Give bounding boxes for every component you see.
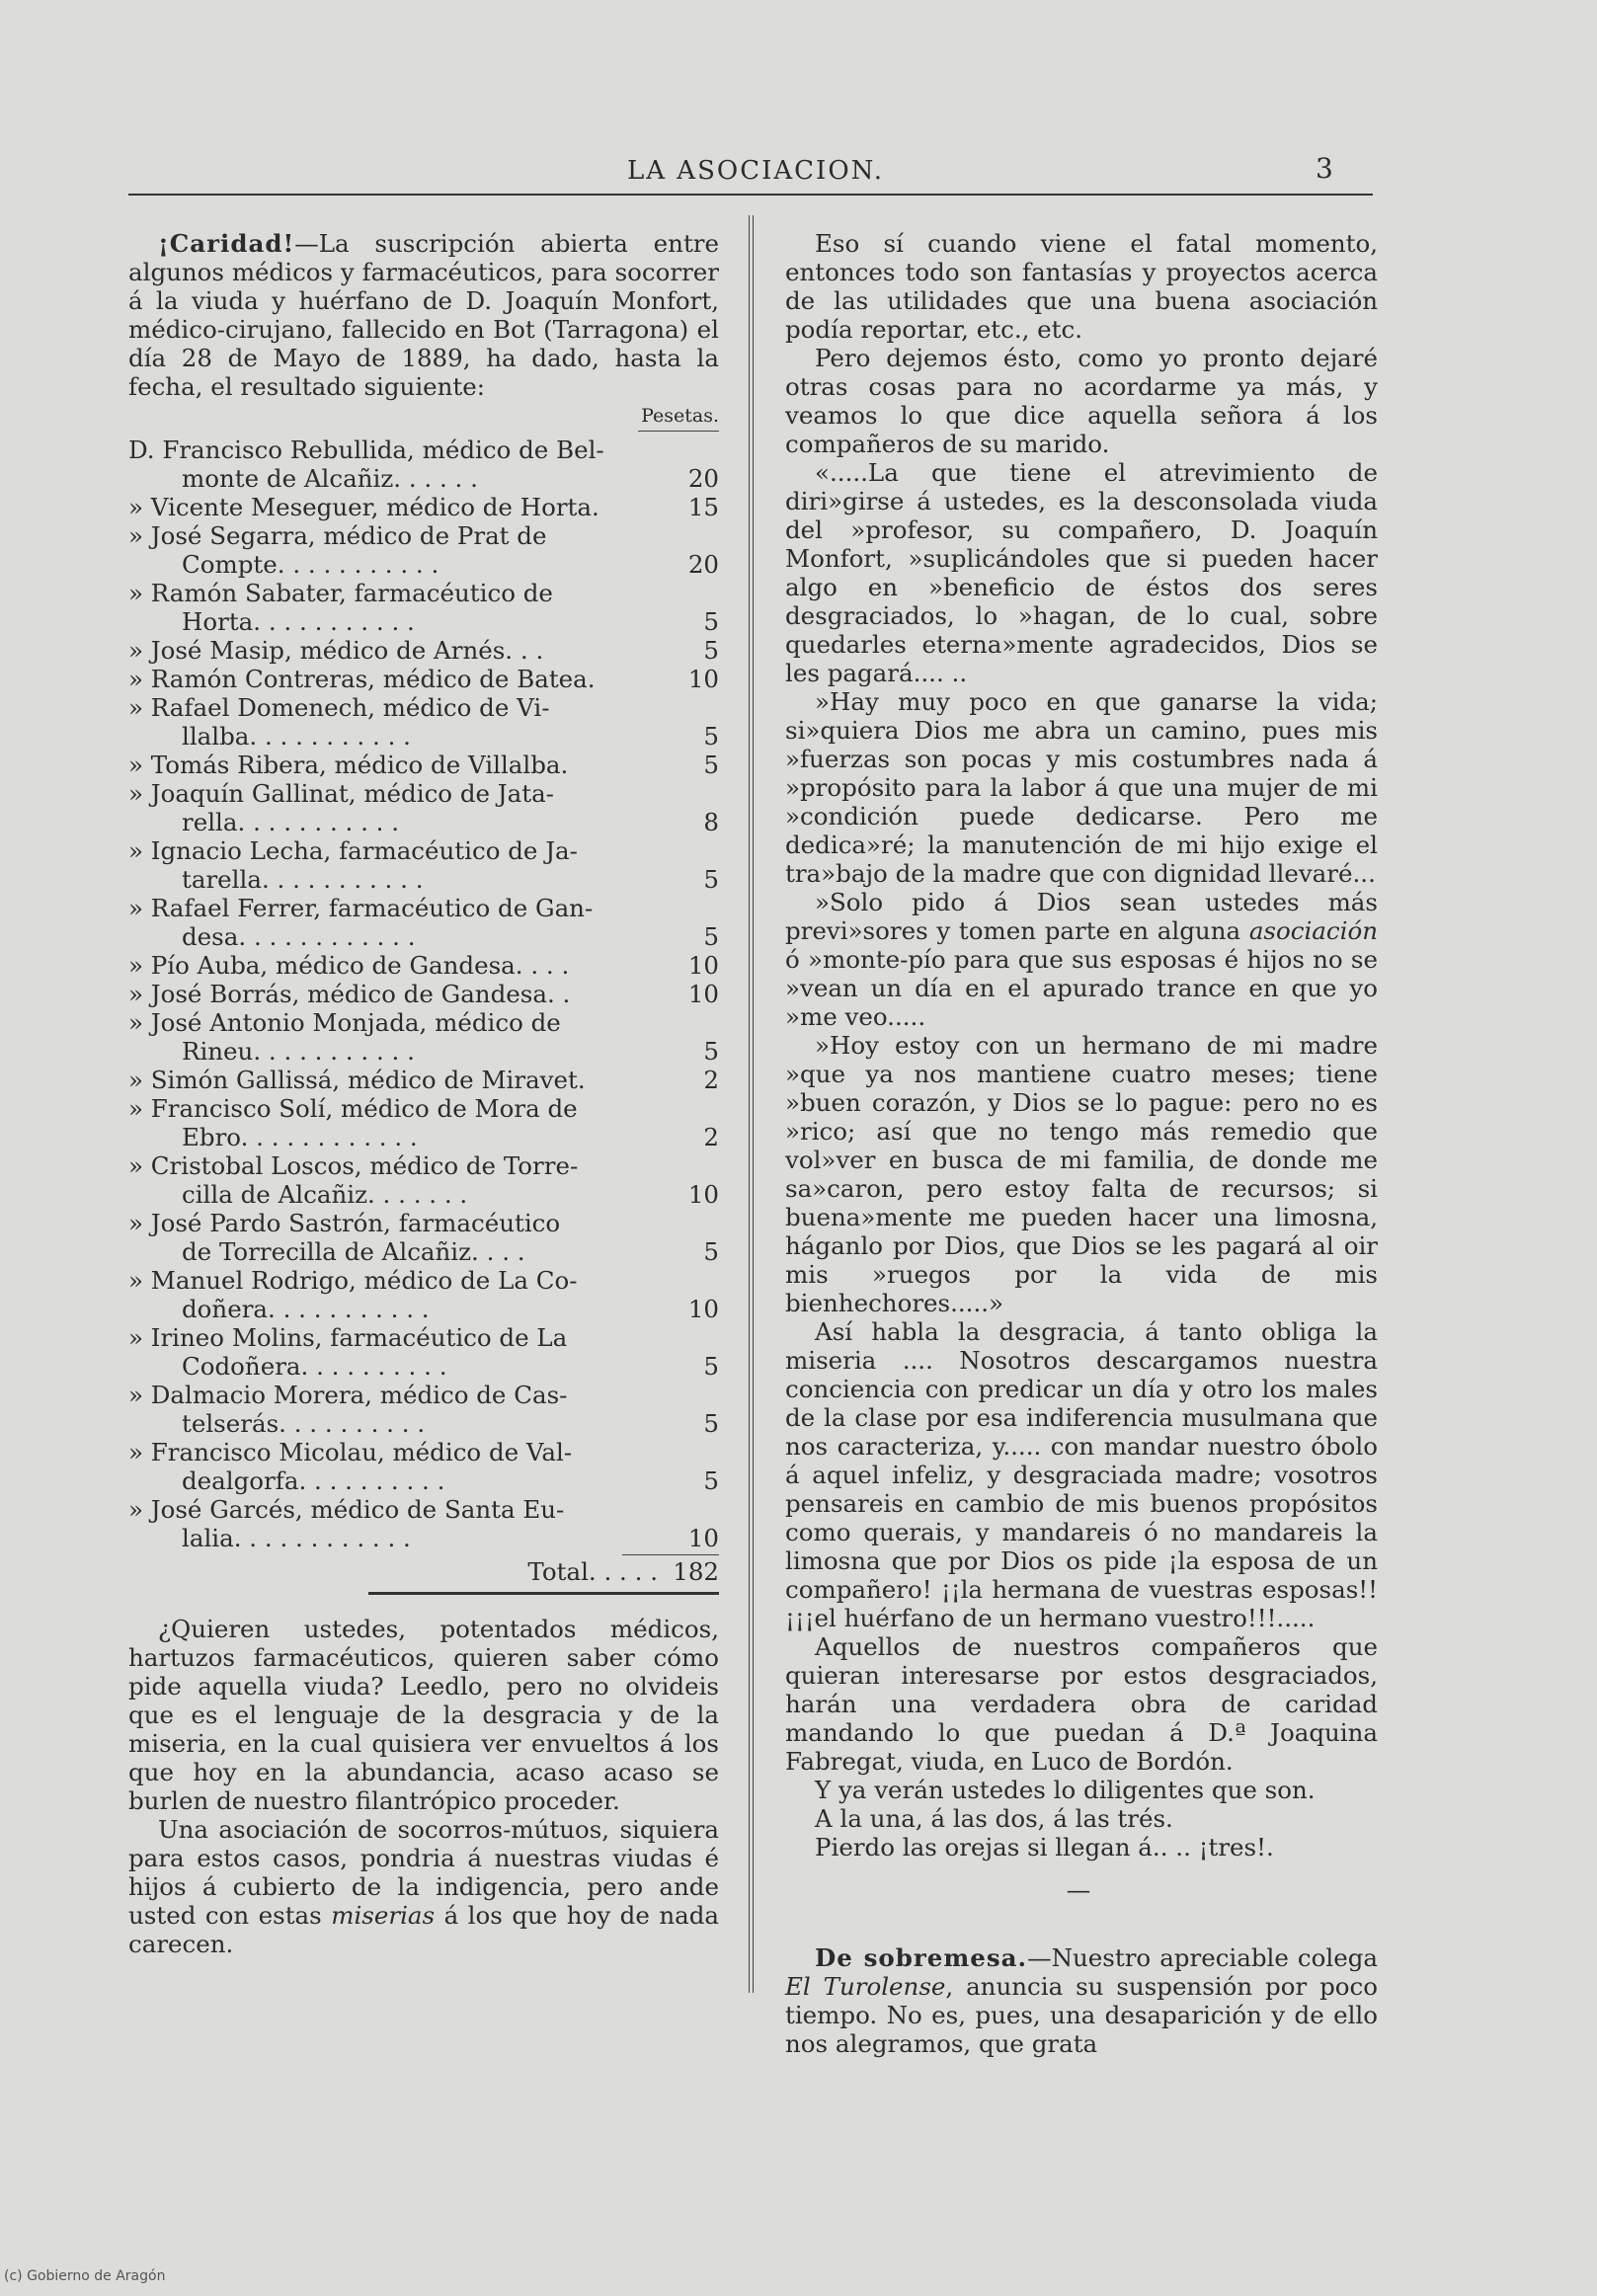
donor-entry: [128, 693, 719, 751]
donor-entry: [128, 1381, 719, 1438]
sobremesa-paragraph: [785, 1943, 1378, 2058]
donor-entry: [128, 951, 719, 980]
donor-entry: [128, 980, 719, 1008]
donor-entry: [128, 1151, 719, 1209]
donor-amount: 2: [703, 1123, 719, 1151]
donor-amount: 5: [703, 607, 719, 636]
paragraph-asociacion-b: á los que hoy de nada carecen.: [128, 1901, 720, 1958]
paragraph-asociacion-em: miserias: [331, 1901, 436, 1930]
total-label: Total. . . . .: [527, 1557, 658, 1586]
donor-name: » Tomás Ribera, médico de Villalba.: [128, 751, 569, 779]
donor-amount: 10: [687, 951, 719, 980]
letter-paragraph-3-b: ó »monte-pío para que sus esposas é hijos no se »vean un día en el apurado trance en que yo »me veo.....: [785, 945, 1378, 1031]
donor-amount: 5: [703, 1037, 719, 1066]
total-double-rule: [368, 1592, 719, 1595]
right-paragraph-diligentes: Y ya verán ustedes lo diligentes que son.: [815, 1776, 1316, 1804]
donor-amount: 5: [703, 1352, 719, 1381]
donor-entry: [128, 1323, 719, 1381]
donor-entry: [128, 836, 719, 894]
donor-entry: [128, 1495, 719, 1552]
donor-name-continuation: llalba. . . . . . . . . . .: [182, 722, 411, 751]
paragraph-asociacion-a: Una asociación de socorros-mútuos, siquiera para estos casos, pondria á nuestras viudas é hijos á cubierto de la indigencia, pero ande usted con estas: [128, 1815, 719, 1930]
donor-entry: [128, 1266, 719, 1323]
donor-name-continuation: tarella. . . . . . . . . . .: [182, 865, 424, 894]
donor-entry: [128, 1209, 719, 1266]
donor-name: » José Pardo Sastrón, farmacéutico: [128, 1209, 561, 1237]
right-paragraph-orejas: Pierdo las orejas si llegan á.. .. ¡tres!.: [815, 1833, 1274, 1861]
sobremesa-text-em: El Turolense: [785, 1972, 946, 2001]
donor-name: » Ignacio Lecha, farmacéutico de Ja-: [128, 836, 578, 865]
donor-amount: 5: [703, 636, 719, 665]
donor-name-continuation: telserás. . . . . . . . . .: [182, 1409, 426, 1438]
sobremesa-text-b: , anuncia su suspensión por poco tiempo. No es, pues, una desaparición y de ello nos alegramos, que grata: [785, 1972, 1378, 2058]
donor-entry: [128, 579, 719, 636]
right-paragraph-desgracia: Así habla la desgracia, á tanto obliga la miseria .... Nosotros descargamos nuestra conciencia con predicar un día y otro los males de la clase por esa indiferencia musulmana que nos caracteriza, y..... con mandar nuestro óbolo á aquel infeliz, y desgraciada madre; vosotros pensareis en cambio de mis buenos propósitos como querais, y mandareis ó no mandareis la limosna que por Dios os pide ¡la esposa de un compañero! ¡¡la hermana de vuestras esposas!! ¡¡¡el huérfano de un hermano vuestro!!!.....: [785, 1317, 1378, 1632]
donor-name: » José Antonio Monjada, médico de: [128, 1008, 561, 1037]
donor-name: » Francisco Micolau, médico de Val-: [128, 1438, 573, 1466]
letter-paragraph-3: [785, 888, 1378, 1031]
right-paragraph-1: Eso sí cuando viene el fatal momento, entonces todo son fantasías y proyectos acerca de las utilidades que una buena asociación podía reportar, etc., etc.: [785, 229, 1378, 344]
header-rule: [128, 194, 1373, 196]
donor-entry: [128, 435, 719, 493]
donor-name: » Irineo Molins, farmacéutico de La: [128, 1323, 568, 1352]
donor-name: » Ramón Contreras, médico de Batea.: [128, 665, 596, 693]
donor-name-continuation: Compte. . . . . . . . . . .: [182, 550, 439, 579]
right-paragraph-una-dos: A la una, á las dos, á las trés.: [815, 1804, 1173, 1833]
donor-name: » Joaquín Gallinat, médico de Jata-: [128, 779, 554, 808]
donor-name: » José Garcés, médico de Santa Eu-: [128, 1495, 565, 1524]
donor-amount: 10: [687, 980, 719, 1008]
donor-amount: 5: [703, 1237, 719, 1266]
donor-name-continuation: de Torrecilla de Alcañiz. . . .: [182, 1237, 525, 1266]
letter-paragraph-3-em: asociación: [1248, 916, 1378, 945]
donor-amount: 20: [687, 550, 719, 579]
donor-amount: 5: [703, 922, 719, 951]
donor-amount: 2: [703, 1066, 719, 1094]
copyright-credit: (c) Gobierno de Aragón: [4, 2268, 166, 2284]
donor-entry: [128, 1066, 719, 1094]
donor-name: D. Francisco Rebullida, médico de Bel-: [128, 435, 604, 464]
donor-name-continuation: cilla de Alcañiz. . . . . . .: [182, 1180, 468, 1209]
donor-name-continuation: rella. . . . . . . . . . .: [182, 808, 400, 836]
total-rule: [622, 1554, 719, 1555]
donor-name-continuation: monte de Alcañiz. . . . . .: [182, 464, 478, 493]
donor-amount: 20: [687, 464, 719, 493]
letter-paragraph-3-a: »Solo pido á Dios sean ustedes más previ»sores y tomen parte en alguna: [785, 888, 1378, 945]
donor-entry: [128, 894, 719, 951]
donor-entry: [128, 1438, 719, 1495]
donor-entry: [128, 1008, 719, 1066]
donor-name-continuation: dealgorfa. . . . . . . . . .: [182, 1466, 445, 1495]
donor-entry: [128, 779, 719, 836]
total-line: [128, 1557, 719, 1586]
donor-name: » Dalmacio Morera, médico de Cas-: [128, 1381, 568, 1409]
donor-amount: 10: [687, 1524, 719, 1552]
page-header: [128, 148, 1373, 198]
donor-name: » Manuel Rodrigo, médico de La Co-: [128, 1266, 578, 1295]
donor-entry: [128, 1094, 719, 1151]
donor-name: » José Borrás, médico de Gandesa. .: [128, 980, 571, 1008]
total-amount: 182: [673, 1557, 719, 1586]
letter-paragraph-1: «.....La que tiene el atrevimiento de diri»girse á ustedes, es la desconsolada viuda del »profesor, su compañero, D. Joaquín Monfort, »suplicándoles que si pueden hacer algo en »beneficio de éstos dos seres desgraciados, lo »hagan, de lo cual, sobre quedarles eterna»mente agradecidos, Dios se les pagará.... ..: [785, 458, 1378, 687]
donor-entry: [128, 665, 719, 693]
donor-amount: 5: [703, 722, 719, 751]
right-paragraph-2: Pero dejemos ésto, como yo pronto dejaré otras cosas para no acordarme ya más, y veamos lo que dice aquella señora á los compañeros de su marido.: [785, 344, 1378, 458]
column-divider: [749, 215, 754, 1993]
paragraph-viuda: ¿Quieren ustedes, potentados médicos, hartuzos farmacéuticos, quieren saber cómo pide aquella viuda? Leedlo, pero no olvideis que es el lenguaje de la desgracia y de la miseria, en la cual quisiera ver envueltos á los que hoy en la abundancia, acaso acaso se burlen de nuestro filantrópico proceder.: [128, 1615, 719, 1815]
donor-name-continuation: lalia. . . . . . . . . . . .: [182, 1524, 411, 1552]
donor-amount: 5: [703, 1409, 719, 1438]
donor-entry: [128, 751, 719, 779]
donor-amount: 10: [687, 1295, 719, 1323]
intro-heading: ¡Caridad!: [158, 229, 295, 258]
donor-name-continuation: desa. . . . . . . . . . . .: [182, 922, 416, 951]
letter-paragraph-4: »Hoy estoy con un hermano de mi madre »que ya nos mantiene cuatro meses; tiene »buen corazón, y Dios se lo pague: pero no es »rico; así que no tengo más remedio que vol»ver en busca de mi familia, de donde me sa»caron, pero estoy falta de recursos; si buena»mente me pueden hacer una limosna, háganlo por Dios, que Dios se les pagará al oir mis »ruegos por la vida de mis bienhechores.....»: [785, 1031, 1378, 1317]
donor-name: » Cristobal Loscos, médico de Torre-: [128, 1151, 579, 1180]
pesetas-rule: [638, 431, 719, 432]
sobremesa-text-a: —Nuestro apreciable colega: [1027, 1943, 1378, 1972]
donor-amount: 10: [687, 665, 719, 693]
donor-name: » Francisco Solí, médico de Mora de: [128, 1094, 578, 1123]
donor-name: » Pío Auba, médico de Gandesa. . . .: [128, 951, 570, 980]
paragraph-asociacion: [128, 1815, 719, 1958]
donor-name: » Vicente Meseguer, médico de Horta.: [128, 493, 599, 521]
running-title: LA ASOCIACION.: [627, 156, 884, 186]
donor-name-continuation: Rineu. . . . . . . . . . .: [182, 1037, 415, 1066]
page-number: 3: [1316, 152, 1333, 185]
right-column: [785, 229, 1378, 2058]
donor-name: » Rafael Ferrer, farmacéutico de Gan-: [128, 894, 594, 922]
intro-text: —La suscripción abierta entre algunos médicos y farmacéuticos, para socorrer á la viuda y huérfano de D. Joaquín Monfort, médico-cirujano, fallecido en Bot (Tarragona) el día 28 de Mayo de 1889, ha dado, hasta la fecha, el resultado siguiente:: [128, 229, 719, 401]
donor-amount: 5: [703, 865, 719, 894]
pesetas-label: Pesetas.: [641, 405, 719, 427]
sobremesa-heading: De sobremesa.: [815, 1943, 1028, 1972]
donor-entry: [128, 636, 719, 665]
donor-name-continuation: Horta. . . . . . . . . . .: [182, 607, 415, 636]
donor-entry: [128, 521, 719, 579]
donor-entry: [128, 493, 719, 521]
section-separator: —: [1066, 1875, 1097, 1904]
donor-amount: 5: [703, 1466, 719, 1495]
donor-name: » Ramón Sabater, farmacéutico de: [128, 579, 553, 607]
donor-name-continuation: doñera. . . . . . . . . . .: [182, 1295, 430, 1323]
intro-paragraph: [128, 229, 719, 401]
donor-name-continuation: Codoñera. . . . . . . . . .: [182, 1352, 447, 1381]
donor-name: » Simón Gallissá, médico de Miravet.: [128, 1066, 586, 1094]
left-column: [128, 229, 719, 1958]
donor-name: » José Masip, médico de Arnés. . .: [128, 636, 544, 665]
donor-amount: 15: [687, 493, 719, 521]
donor-amount: 10: [687, 1180, 719, 1209]
donor-amount: 8: [703, 808, 719, 836]
donor-amount: 5: [703, 751, 719, 779]
donor-name-continuation: Ebro. . . . . . . . . . . .: [182, 1123, 418, 1151]
donor-name: » Rafael Domenech, médico de Vi-: [128, 693, 550, 722]
letter-paragraph-2: »Hay muy poco en que ganarse la vida; si»quiera Dios me abra un camino, pues mis »fuerzas son pocas y mis costumbres nada á »propósito para la labor á que una mujer de mi »condición puede dedicarse. Pero me dedica»ré; la manutención de mi hijo exige el tra»bajo de la madre que con dignidad llevaré...: [785, 687, 1378, 888]
donor-name: » José Segarra, médico de Prat de: [128, 521, 547, 550]
right-paragraph-aquellos: Aquellos de nuestros compañeros que quieran interesarse por estos desgraciados, harán una verdadera obra de caridad mandando lo que puedan á D.ª Joaquina Fabregat, viuda, en Luco de Bordón.: [785, 1632, 1378, 1776]
donor-list: [128, 435, 719, 1552]
